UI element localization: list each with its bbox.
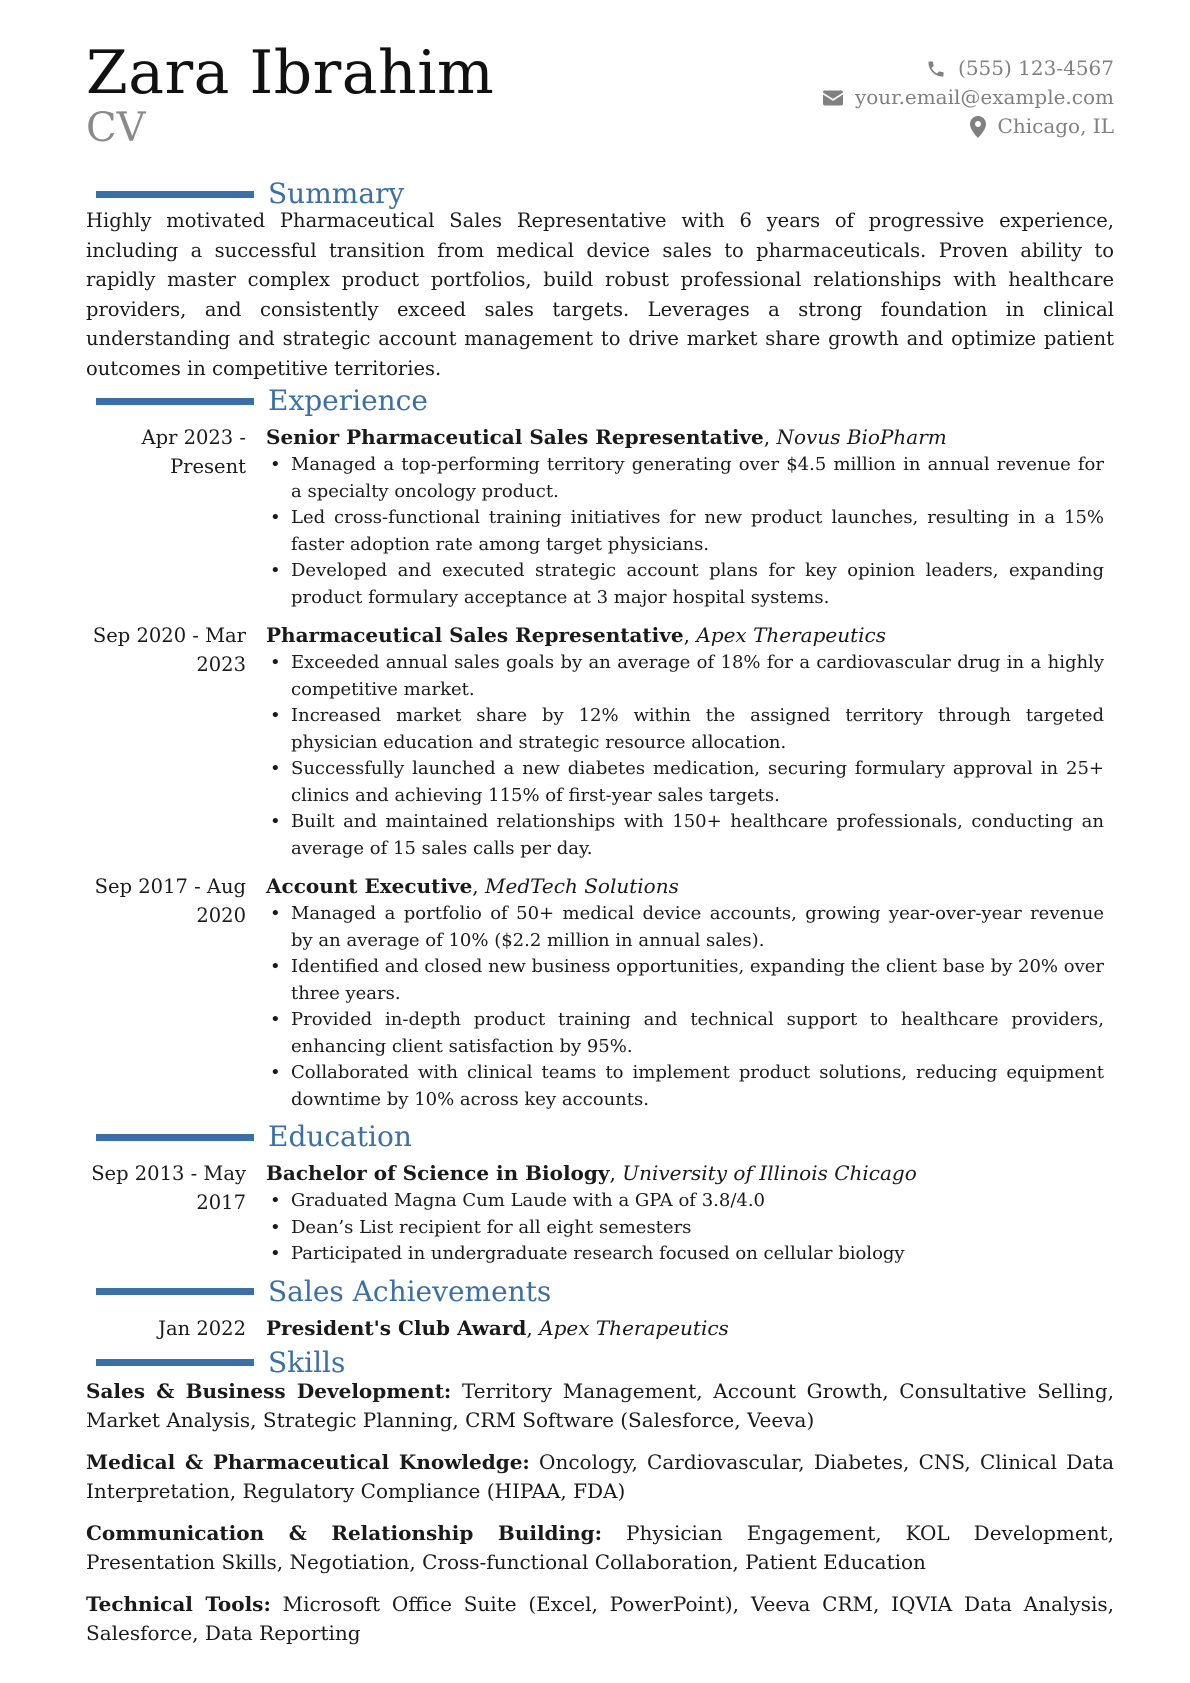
- section-header-education: [86, 1121, 1114, 1153]
- entry-organization: Apex Therapeutics: [539, 1315, 729, 1340]
- entry-title: [266, 1314, 1114, 1343]
- entry-title: [266, 621, 1114, 650]
- entry-date: Sep 2013 - May 2017: [91, 1162, 246, 1214]
- resume-page: [86, 40, 1114, 1661]
- entry-body: [266, 621, 1114, 862]
- entry-date: Apr 2023 - Present: [141, 426, 246, 478]
- phone-icon: [926, 59, 946, 79]
- section-title: Experience: [268, 384, 428, 417]
- skill-label: Communication & Relationship Building:: [86, 1520, 603, 1545]
- section-title: Skills: [268, 1345, 346, 1379]
- phone-text: (555) 123-4567: [958, 56, 1114, 80]
- bullet-item: • Graduated Magna Cum Laude with a GPA of 3.8/4.0: [266, 1188, 1114, 1215]
- bullet-item: • Led cross-functional training initiatives for new product launches, resulting in a 15% faster adoption rate among target physicians.: [266, 505, 1114, 558]
- experience-list: [86, 423, 1114, 1113]
- contact-location: [823, 112, 1114, 141]
- section-accent-bar: [96, 1134, 254, 1141]
- entry-separator: ,: [763, 425, 777, 449]
- bullet-list: [266, 452, 1114, 611]
- entry-role: President's Club Award: [266, 1315, 527, 1340]
- bullet-item: • Identified and closed new business opportunities, expanding the client base by 20% over three years.: [266, 954, 1114, 1007]
- section-accent-bar: [96, 398, 254, 405]
- entry-role: Bachelor of Science in Biology: [266, 1161, 610, 1185]
- entry-title: [266, 872, 1114, 901]
- contact-block: [823, 54, 1114, 141]
- bullet-item: • Provided in-depth product training and technical support to healthcare providers, enhancing client satisfaction by 95%.: [266, 1007, 1114, 1060]
- skill-label: Sales & Business Development:: [86, 1378, 452, 1403]
- header: [86, 40, 1114, 160]
- skill-group: [86, 1377, 1114, 1436]
- section-accent-bar: [96, 1288, 254, 1295]
- entry-date: Sep 2020 - Mar 2023: [92, 624, 246, 676]
- skills-list: [86, 1377, 1114, 1649]
- education-list: [86, 1159, 1114, 1268]
- bullet-item: • Managed a top-performing territory generating over $4.5 million in annual revenue for a specialty oncology product.: [266, 452, 1114, 505]
- entry-separator: ,: [472, 874, 486, 898]
- entry: [86, 1314, 1114, 1343]
- entry: [86, 1159, 1114, 1268]
- skill-items: Physician Engagement, KOL Development, Presentation Skills, Negotiation, Cross-functional Collaboration, Patient Education: [86, 1520, 1114, 1574]
- entry: [86, 621, 1114, 862]
- map-pin-icon: [970, 116, 986, 138]
- entry-date: Sep 2017 - Aug 2020: [94, 875, 246, 927]
- bullet-item: • Built and maintained relationships with 150+ healthcare professionals, conducting an average of 15 sales calls per day.: [266, 809, 1114, 862]
- skill-label: Technical Tools:: [86, 1591, 271, 1616]
- entry-title: [266, 1159, 1114, 1188]
- achievements-list: [86, 1314, 1114, 1343]
- section-title: Summary: [268, 177, 405, 210]
- entry-role: Senior Pharmaceutical Sales Representative: [266, 425, 764, 449]
- envelope-icon: [823, 90, 843, 106]
- bullet-item: • Participated in undergraduate research focused on cellular biology: [266, 1241, 1114, 1268]
- entry-organization: University of Illinois Chicago: [622, 1161, 917, 1185]
- bullet-list: [266, 901, 1114, 1113]
- document-subtitle: CV: [86, 105, 146, 151]
- entry-role: Account Executive: [266, 874, 473, 898]
- section-accent-bar: [96, 1359, 254, 1366]
- entry-separator: ,: [609, 1161, 623, 1185]
- email-text[interactable]: your.email@example.com: [854, 85, 1114, 109]
- bullet-item: • Managed a portfolio of 50+ medical device accounts, growing year-over-year revenue by an average of 10% ($2.2 million in annual sales).: [266, 901, 1114, 954]
- section-header-skills: [86, 1347, 1114, 1379]
- candidate-name: Zara Ibrahim: [86, 38, 495, 108]
- bullet-item: • Successfully launched a new diabetes medication, securing formulary approval in 25+ clinics and achieving 115% of first-year sales targets.: [266, 756, 1114, 809]
- bullet-item: • Dean’s List recipient for all eight semesters: [266, 1215, 1114, 1242]
- entry-organization: Novus BioPharm: [776, 425, 947, 449]
- entry-body: [266, 1159, 1114, 1268]
- skill-group: [86, 1590, 1114, 1649]
- summary-text: Highly motivated Pharmaceutical Sales Representative with 6 years of progressive experience, including a successful transition from medical device sales to pharmaceuticals. Proven ability to rapidly master complex product portfolios, build robust professional relationships with healthcare providers, and consistently exceed sales targets. Leverages a strong foundation in clinical understanding and strategic account management to drive market share growth and optimize patient outcomes in competitive territories.: [86, 209, 1114, 380]
- entry-role: Pharmaceutical Sales Representative: [266, 623, 684, 647]
- section-header-achievements: [86, 1276, 1114, 1308]
- skill-label: Medical & Pharmaceutical Knowledge:: [86, 1449, 530, 1474]
- section-accent-bar: [96, 191, 254, 198]
- skill-items: Microsoft Office Suite (Excel, PowerPoint), Veeva CRM, IQVIA Data Analysis, Salesforce, Data Reporting: [86, 1591, 1115, 1645]
- entry-body: [266, 872, 1114, 1113]
- entry: [86, 423, 1114, 611]
- section-header-experience: [86, 385, 1114, 417]
- entry-date: Jan 2022: [158, 1316, 246, 1340]
- entry: [86, 872, 1114, 1113]
- bullet-list: [266, 1188, 1114, 1268]
- entry-title: [266, 423, 1114, 452]
- bullet-item: • Collaborated with clinical teams to implement product solutions, reducing equipment downtime by 10% across key accounts.: [266, 1060, 1114, 1113]
- section-title: Sales Achievements: [268, 1274, 552, 1308]
- entry-body: [266, 423, 1114, 611]
- location-text: Chicago, IL: [997, 114, 1114, 138]
- skill-group: [86, 1519, 1114, 1578]
- skill-items: Territory Management, Account Growth, Consultative Selling, Market Analysis, Strategic Planning, CRM Software (Salesforce, Veeva): [86, 1378, 1115, 1432]
- skill-items: Oncology, Cardiovascular, Diabetes, CNS, Clinical Data Interpretation, Regulatory Compliance (HIPAA, FDA): [86, 1449, 1115, 1503]
- entry-separator: ,: [683, 623, 697, 647]
- bullet-item: • Developed and executed strategic account plans for key opinion leaders, expanding product formulary acceptance at 3 major hospital systems.: [266, 558, 1114, 611]
- bullet-list: [266, 650, 1114, 862]
- bullet-item: • Increased market share by 12% within the assigned territory through targeted physician education and strategic resource allocation.: [266, 703, 1114, 756]
- bullet-item: • Exceeded annual sales goals by an average of 18% for a cardiovascular drug in a highly competitive market.: [266, 650, 1114, 703]
- contact-email[interactable]: [823, 83, 1114, 112]
- entry-separator: ,: [526, 1315, 540, 1340]
- entry-body: [266, 1314, 1114, 1343]
- entry-organization: MedTech Solutions: [485, 874, 679, 898]
- section-title: Education: [268, 1120, 412, 1153]
- entry-organization: Apex Therapeutics: [696, 623, 887, 647]
- skill-group: [86, 1448, 1114, 1507]
- contact-phone: [823, 54, 1114, 83]
